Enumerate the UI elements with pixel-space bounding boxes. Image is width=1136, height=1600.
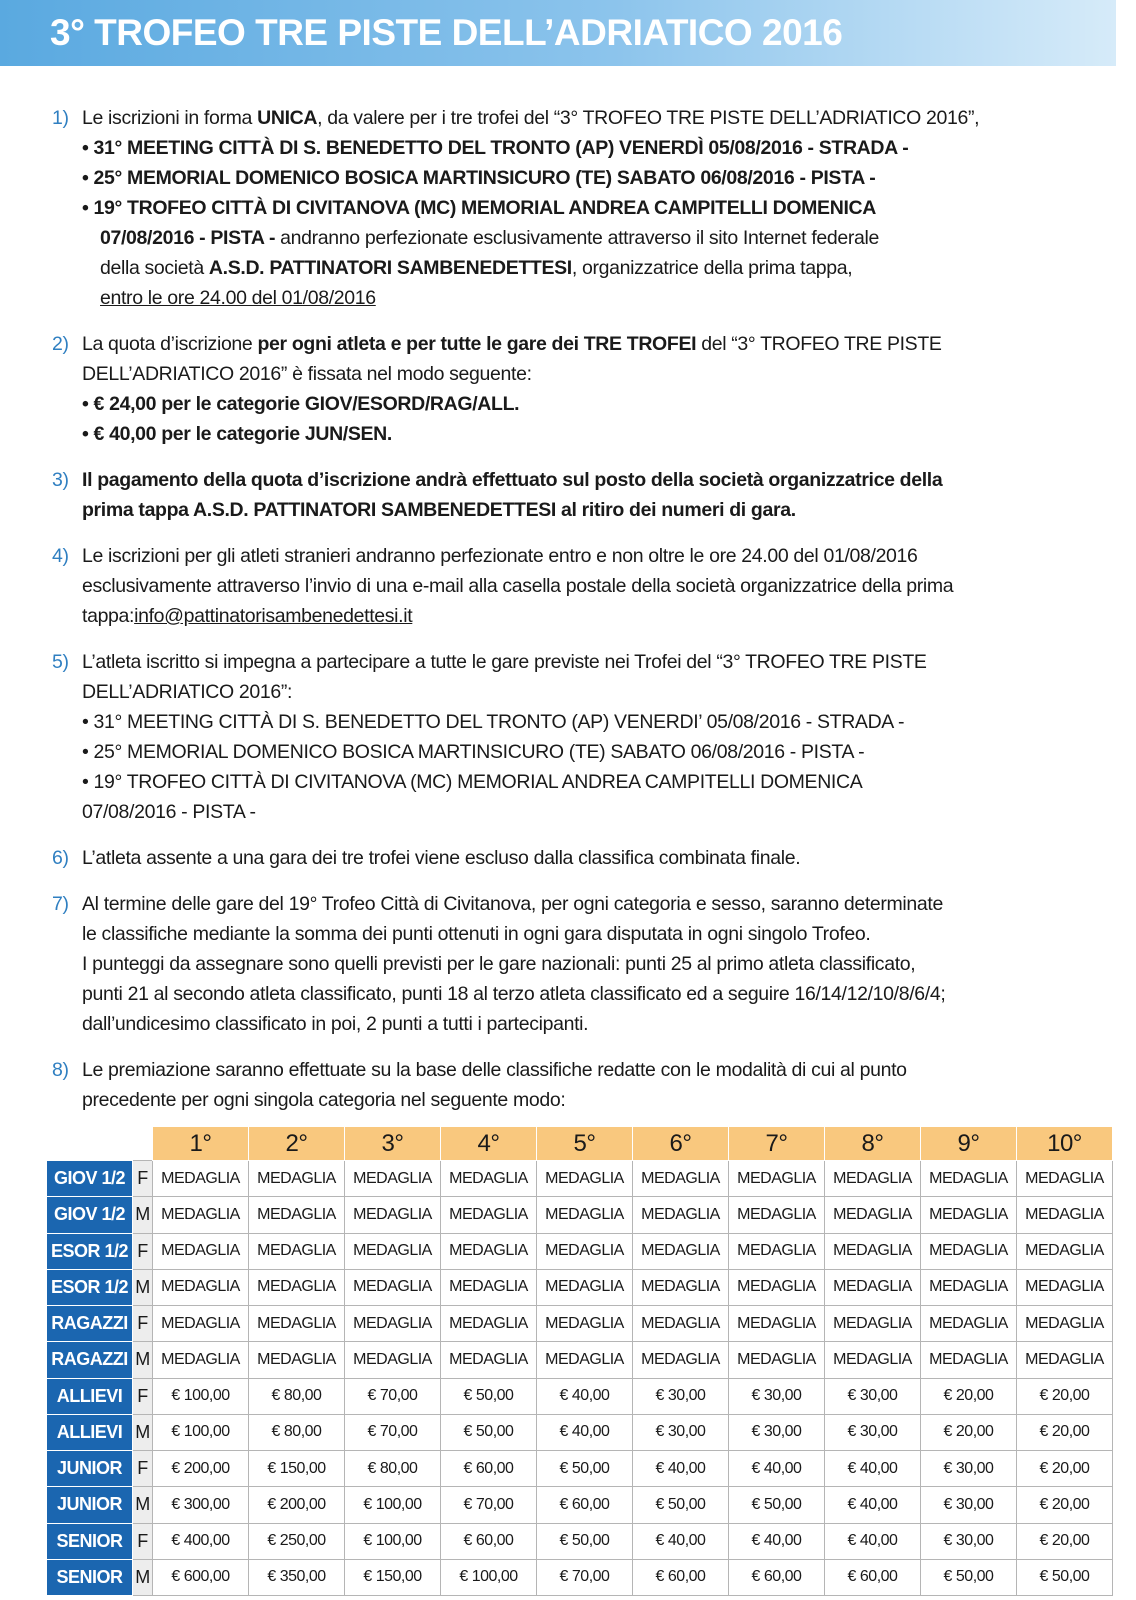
- place-header: 7°: [729, 1127, 825, 1161]
- prize-cell: MEDAGLIA: [153, 1197, 249, 1233]
- prize-cell: MEDAGLIA: [825, 1269, 921, 1305]
- text-run: della società: [100, 257, 209, 279]
- place-header: 3°: [345, 1127, 441, 1161]
- sex-label: M: [133, 1487, 153, 1523]
- rule-8: [52, 1055, 1092, 1115]
- rule-text-line: [82, 283, 1092, 313]
- prize-cell: MEDAGLIA: [633, 1161, 729, 1197]
- prize-cell: MEDAGLIA: [345, 1197, 441, 1233]
- prize-cell: € 50,00: [537, 1523, 633, 1559]
- prize-cell: € 600,00: [153, 1559, 249, 1595]
- prize-cell: € 400,00: [153, 1523, 249, 1559]
- prize-cell: MEDAGLIA: [729, 1233, 825, 1269]
- fee-bullet-senior: • € 40,00 per le categorie JUN/SEN.: [82, 423, 392, 445]
- rule-text-line: [82, 329, 1092, 359]
- rule-text-line: Al termine delle gare del 19° Trofeo Città di Civitanova, per ogni categoria e sesso, saranno determinate: [82, 893, 943, 915]
- bullet-event-3: • 19° TROFEO CITTÀ DI CIVITANOVA (MC) MEMORIAL ANDREA CAMPITELLI DOMENICA: [82, 771, 863, 793]
- text-run: , organizzatrice della prima tappa,: [571, 257, 853, 279]
- prize-cell: € 50,00: [441, 1414, 537, 1450]
- prize-cell: MEDAGLIA: [825, 1197, 921, 1233]
- sex-label: F: [133, 1306, 153, 1342]
- prize-cell: € 250,00: [249, 1523, 345, 1559]
- prize-cell: MEDAGLIA: [1017, 1197, 1113, 1233]
- prize-cell: € 30,00: [729, 1414, 825, 1450]
- rule-7: [52, 889, 1092, 1039]
- prize-cell: € 350,00: [249, 1559, 345, 1595]
- prize-cell: MEDAGLIA: [249, 1197, 345, 1233]
- rule-5: [52, 647, 1092, 827]
- email-link[interactable]: info@pattinatorisambenedettesi.it: [134, 605, 413, 627]
- prize-cell: € 60,00: [729, 1559, 825, 1595]
- sex-label: F: [133, 1523, 153, 1559]
- prize-cell: € 20,00: [921, 1378, 1017, 1414]
- prize-cell: € 50,00: [1017, 1559, 1113, 1595]
- rule-text-line: prima tappa A.S.D. PATTINATORI SAMBENEDETTESI al ritiro dei numeri di gara.: [82, 499, 796, 521]
- prize-cell: MEDAGLIA: [249, 1233, 345, 1269]
- prize-cell: € 60,00: [825, 1559, 921, 1595]
- rule-text-line: Le iscrizioni per gli atleti stranieri andranno perfezionate entro e non oltre le ore 24.00 del 01/08/2016: [82, 545, 918, 567]
- rule-3: [52, 465, 1092, 525]
- prize-cell: € 30,00: [729, 1378, 825, 1414]
- rule-4: [52, 541, 1092, 631]
- rule-text-line: I punteggi da assegnare sono quelli previsti per le gare nazionali: punti 25 al primo atleta classificato,: [82, 953, 916, 975]
- place-header: 10°: [1017, 1127, 1113, 1161]
- rule-text-line: [82, 601, 1092, 631]
- prize-cell: € 30,00: [921, 1451, 1017, 1487]
- text-run: Le iscrizioni in forma: [82, 107, 258, 129]
- bullet-event-1: • 31° MEETING CITTÀ DI S. BENEDETTO DEL TRONTO (AP) VENERDI’ 05/08/2016 - STRADA -: [82, 711, 905, 733]
- category-label: ESOR 1/2: [47, 1233, 133, 1269]
- prize-cell: MEDAGLIA: [441, 1269, 537, 1305]
- prize-cell: MEDAGLIA: [633, 1342, 729, 1378]
- prize-cell: € 100,00: [153, 1414, 249, 1450]
- prize-cell: MEDAGLIA: [1017, 1306, 1113, 1342]
- prize-cell: MEDAGLIA: [729, 1161, 825, 1197]
- category-label: SENIOR: [47, 1523, 133, 1559]
- prize-cell: € 60,00: [441, 1451, 537, 1487]
- table-row: [47, 1523, 1113, 1559]
- prize-cell: € 50,00: [441, 1378, 537, 1414]
- prize-cell: € 40,00: [537, 1378, 633, 1414]
- prize-cell: MEDAGLIA: [1017, 1233, 1113, 1269]
- prize-cell: € 70,00: [441, 1487, 537, 1523]
- title-banner: [0, 0, 1116, 66]
- rule-text-line: DELL’ADRIATICO 2016”:: [82, 681, 293, 703]
- prize-cell: € 150,00: [249, 1451, 345, 1487]
- rule-text-line: punti 21 al secondo atleta classificato, punti 18 al terzo atleta classificato ed a seguire 16/14/12/10/8/6/4;: [82, 983, 946, 1005]
- prize-cell: MEDAGLIA: [345, 1269, 441, 1305]
- prize-cell: MEDAGLIA: [441, 1306, 537, 1342]
- prize-cell: € 30,00: [633, 1378, 729, 1414]
- prize-cell: MEDAGLIA: [441, 1161, 537, 1197]
- page-title: 3° TROFEO TRE PISTE DELL’ADRIATICO 2016: [50, 12, 843, 53]
- rule-text-line: dall’undicesimo classificato in poi, 2 punti a tutti i partecipanti.: [82, 1013, 589, 1035]
- prize-cell: € 100,00: [345, 1523, 441, 1559]
- category-label: RAGAZZI: [47, 1342, 133, 1378]
- prize-cell: € 100,00: [153, 1378, 249, 1414]
- prize-cell: € 60,00: [441, 1523, 537, 1559]
- prize-cell: € 50,00: [921, 1559, 1017, 1595]
- category-label: RAGAZZI: [47, 1306, 133, 1342]
- sex-label: F: [133, 1233, 153, 1269]
- rule-2: [52, 329, 1092, 449]
- prize-cell: € 40,00: [633, 1451, 729, 1487]
- prize-cell: MEDAGLIA: [825, 1306, 921, 1342]
- rule-text-line: precedente per ogni singola categoria nel seguente modo:: [82, 1089, 566, 1111]
- rule-number: 8): [52, 1059, 69, 1081]
- fee-bullet-youth: • € 24,00 per le categorie GIOV/ESORD/RAG/ALL.: [82, 393, 520, 415]
- prize-cell: MEDAGLIA: [633, 1233, 729, 1269]
- prize-cell: € 40,00: [825, 1487, 921, 1523]
- sex-label: M: [133, 1197, 153, 1233]
- prize-cell: MEDAGLIA: [921, 1197, 1017, 1233]
- prize-cell: € 200,00: [249, 1487, 345, 1523]
- bullet-event-1: • 31° MEETING CITTÀ DI S. BENEDETTO DEL TRONTO (AP) VENERDÌ 05/08/2016 - STRADA -: [82, 137, 909, 159]
- prize-cell: MEDAGLIA: [345, 1342, 441, 1378]
- prize-cell: MEDAGLIA: [153, 1161, 249, 1197]
- sex-label: M: [133, 1559, 153, 1595]
- table-row: [47, 1306, 1113, 1342]
- text-run: andranno perfezionate esclusivamente attraverso il sito Internet federale: [280, 227, 879, 249]
- prize-cell: MEDAGLIA: [537, 1161, 633, 1197]
- prize-table-body: [47, 1127, 1113, 1596]
- place-header: 6°: [633, 1127, 729, 1161]
- sex-label: M: [133, 1269, 153, 1305]
- rule-number: 1): [52, 107, 69, 129]
- bullet-event-2: • 25° MEMORIAL DOMENICO BOSICA MARTINSICURO (TE) SABATO 06/08/2016 - PISTA -: [82, 167, 876, 189]
- prize-cell: MEDAGLIA: [729, 1342, 825, 1378]
- table-row: [47, 1559, 1113, 1595]
- prize-cell: MEDAGLIA: [441, 1342, 537, 1378]
- place-header: 1°: [153, 1127, 249, 1161]
- text-run: La quota d’iscrizione: [82, 333, 258, 355]
- table-row: [47, 1342, 1113, 1378]
- prize-cell: € 50,00: [537, 1451, 633, 1487]
- text-run-bold: UNICA: [257, 107, 318, 129]
- rules-list: [52, 103, 1092, 1131]
- prize-cell: MEDAGLIA: [729, 1306, 825, 1342]
- prize-cell: MEDAGLIA: [249, 1306, 345, 1342]
- text-run-bold: 07/08/2016 - PISTA -: [100, 227, 281, 249]
- table-row: [47, 1197, 1113, 1233]
- text-run: tappa:: [82, 605, 135, 627]
- rule-number: 7): [52, 893, 69, 915]
- prize-table: [46, 1126, 1113, 1596]
- rule-1: [52, 103, 1092, 313]
- rule-text-line: [82, 253, 1092, 283]
- prize-cell: € 150,00: [345, 1559, 441, 1595]
- prize-cell: MEDAGLIA: [633, 1306, 729, 1342]
- prize-cell: € 20,00: [1017, 1414, 1113, 1450]
- prize-cell: € 30,00: [825, 1414, 921, 1450]
- rule-text-line: Le premiazione saranno effettuate su la base delle classifiche redatte con le modalità di cui al punto: [82, 1059, 907, 1081]
- prize-cell: € 30,00: [633, 1414, 729, 1450]
- prize-cell: MEDAGLIA: [1017, 1342, 1113, 1378]
- category-label: ESOR 1/2: [47, 1269, 133, 1305]
- rule-text-line: [82, 223, 1092, 253]
- prize-cell: MEDAGLIA: [825, 1233, 921, 1269]
- place-header: 9°: [921, 1127, 1017, 1161]
- prize-cell: MEDAGLIA: [249, 1269, 345, 1305]
- text-run: , da valere per i tre trofei del “3° TROFEO TRE PISTE DELL’ADRIATICO 2016”,: [317, 107, 980, 129]
- prize-cell: MEDAGLIA: [921, 1233, 1017, 1269]
- sex-label: M: [133, 1342, 153, 1378]
- prize-cell: MEDAGLIA: [729, 1197, 825, 1233]
- rule-6: [52, 843, 1092, 873]
- category-label: GIOV 1/2: [47, 1197, 133, 1233]
- prize-cell: € 100,00: [345, 1487, 441, 1523]
- table-row: [47, 1487, 1113, 1523]
- table-header-row: [47, 1127, 1113, 1161]
- place-header: 5°: [537, 1127, 633, 1161]
- rule-number: 6): [52, 847, 69, 869]
- prize-cell: MEDAGLIA: [345, 1233, 441, 1269]
- prize-cell: € 50,00: [729, 1487, 825, 1523]
- category-label: JUNIOR: [47, 1451, 133, 1487]
- prize-cell: MEDAGLIA: [921, 1306, 1017, 1342]
- prize-cell: € 50,00: [633, 1487, 729, 1523]
- table-row: [47, 1414, 1113, 1450]
- table-row: [47, 1161, 1113, 1197]
- category-label: ALLIEVI: [47, 1378, 133, 1414]
- table-row: [47, 1378, 1113, 1414]
- prize-cell: MEDAGLIA: [345, 1306, 441, 1342]
- prize-cell: € 40,00: [729, 1523, 825, 1559]
- prize-cell: MEDAGLIA: [633, 1197, 729, 1233]
- rule-text-line: L’atleta assente a una gara dei tre trofei viene escluso dalla classifica combinata finale.: [82, 847, 801, 869]
- prize-cell: MEDAGLIA: [825, 1161, 921, 1197]
- text-run-bold: per ogni atleta e per tutte le gare dei TRE TROFEI: [257, 333, 697, 355]
- prize-cell: € 20,00: [921, 1414, 1017, 1450]
- rule-text-line: DELL’ADRIATICO 2016” è fissata nel modo seguente:: [82, 363, 532, 385]
- place-header: 2°: [249, 1127, 345, 1161]
- prize-cell: € 20,00: [1017, 1451, 1113, 1487]
- rule-text-line: 07/08/2016 - PISTA -: [82, 801, 256, 823]
- prize-cell: MEDAGLIA: [153, 1306, 249, 1342]
- prize-cell: MEDAGLIA: [153, 1269, 249, 1305]
- prize-cell: € 200,00: [153, 1451, 249, 1487]
- prize-cell: € 40,00: [825, 1451, 921, 1487]
- table-row: [47, 1451, 1113, 1487]
- category-label: ALLIEVI: [47, 1414, 133, 1450]
- category-label: JUNIOR: [47, 1487, 133, 1523]
- table-row: [47, 1269, 1113, 1305]
- prize-cell: MEDAGLIA: [345, 1161, 441, 1197]
- sex-label: F: [133, 1451, 153, 1487]
- prize-cell: € 40,00: [729, 1451, 825, 1487]
- prize-cell: MEDAGLIA: [537, 1269, 633, 1305]
- prize-cell: € 20,00: [1017, 1523, 1113, 1559]
- text-run-bold: A.S.D. PATTINATORI SAMBENEDETTESI: [208, 257, 572, 279]
- rule-text-line: L’atleta iscritto si impegna a partecipare a tutte le gare previste nei Trofei del “3° TROFEO TRE PISTE: [82, 651, 927, 673]
- prize-cell: MEDAGLIA: [537, 1306, 633, 1342]
- prize-cell: € 60,00: [537, 1487, 633, 1523]
- prize-cell: € 20,00: [1017, 1378, 1113, 1414]
- prize-cell: MEDAGLIA: [729, 1269, 825, 1305]
- rule-text-line: le classifiche mediante la somma dei punti ottenuti in ogni gara disputata in ogni singolo Trofeo.: [82, 923, 871, 945]
- prize-cell: € 70,00: [345, 1378, 441, 1414]
- prize-cell: MEDAGLIA: [921, 1342, 1017, 1378]
- prize-cell: € 70,00: [345, 1414, 441, 1450]
- bullet-event-3: • 19° TROFEO CITTÀ DI CIVITANOVA (MC) MEMORIAL ANDREA CAMPITELLI DOMENICA: [82, 197, 876, 219]
- deadline-text: entro le ore 24.00 del 01/08/2016: [100, 287, 376, 309]
- prize-cell: € 30,00: [921, 1487, 1017, 1523]
- sex-label: F: [133, 1161, 153, 1197]
- prize-cell: MEDAGLIA: [537, 1233, 633, 1269]
- prize-cell: € 80,00: [249, 1378, 345, 1414]
- rule-text-line: Il pagamento della quota d’iscrizione andrà effettuato sul posto della società organizzatrice della: [82, 469, 943, 491]
- prize-cell: € 30,00: [921, 1523, 1017, 1559]
- prize-cell: € 20,00: [1017, 1487, 1113, 1523]
- bullet-event-2: • 25° MEMORIAL DOMENICO BOSICA MARTINSICURO (TE) SABATO 06/08/2016 - PISTA -: [82, 741, 865, 763]
- prize-cell: MEDAGLIA: [1017, 1269, 1113, 1305]
- prize-cell: € 100,00: [441, 1559, 537, 1595]
- prize-cell: € 70,00: [537, 1559, 633, 1595]
- prize-cell: MEDAGLIA: [921, 1161, 1017, 1197]
- prize-cell: MEDAGLIA: [153, 1233, 249, 1269]
- table-row: [47, 1233, 1113, 1269]
- sex-label: F: [133, 1378, 153, 1414]
- table-corner: [47, 1127, 153, 1161]
- prize-cell: MEDAGLIA: [921, 1269, 1017, 1305]
- category-label: GIOV 1/2: [47, 1161, 133, 1197]
- prize-cell: € 60,00: [633, 1559, 729, 1595]
- prize-cell: MEDAGLIA: [537, 1342, 633, 1378]
- prize-cell: MEDAGLIA: [633, 1269, 729, 1305]
- category-label: SENIOR: [47, 1559, 133, 1595]
- prize-cell: € 80,00: [345, 1451, 441, 1487]
- rule-number: 4): [52, 545, 69, 567]
- place-header: 8°: [825, 1127, 921, 1161]
- prize-cell: MEDAGLIA: [249, 1342, 345, 1378]
- rule-number: 3): [52, 469, 69, 491]
- prize-cell: MEDAGLIA: [537, 1197, 633, 1233]
- prize-cell: € 40,00: [633, 1523, 729, 1559]
- sex-label: M: [133, 1414, 153, 1450]
- rule-number: 5): [52, 651, 69, 673]
- prize-cell: MEDAGLIA: [153, 1342, 249, 1378]
- place-header: 4°: [441, 1127, 537, 1161]
- text-run: del “3° TROFEO TRE PISTE: [696, 333, 942, 355]
- prize-cell: MEDAGLIA: [1017, 1161, 1113, 1197]
- prize-cell: MEDAGLIA: [825, 1342, 921, 1378]
- prize-cell: MEDAGLIA: [249, 1161, 345, 1197]
- prize-cell: MEDAGLIA: [441, 1197, 537, 1233]
- prize-cell: € 80,00: [249, 1414, 345, 1450]
- prize-cell: € 30,00: [825, 1378, 921, 1414]
- prize-cell: € 40,00: [825, 1523, 921, 1559]
- prize-cell: MEDAGLIA: [441, 1233, 537, 1269]
- rule-number: 2): [52, 333, 69, 355]
- prize-cell: € 300,00: [153, 1487, 249, 1523]
- prize-cell: € 40,00: [537, 1414, 633, 1450]
- rule-text-line: [82, 103, 1092, 133]
- rule-text-line: esclusivamente attraverso l’invio di una e-mail alla casella postale della società organizzatrice della prima: [82, 575, 954, 597]
